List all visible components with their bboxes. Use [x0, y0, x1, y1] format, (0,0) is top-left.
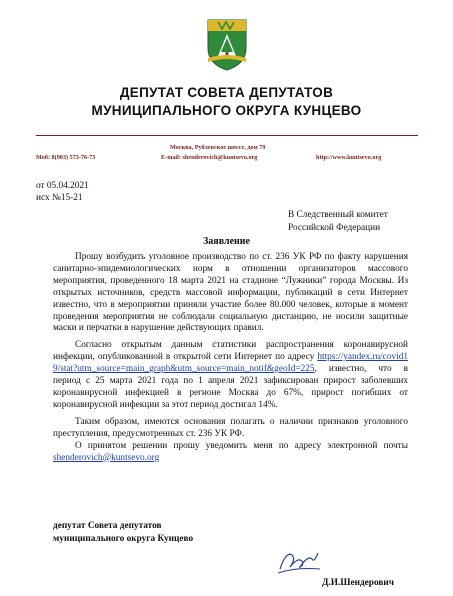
- letter-date: от 05.04.2021: [36, 181, 89, 191]
- covid-stats-link[interactable]: https://yandex.ru/covid19/stat?utm_source=main_graph&utm_source=main_notif&geoId=225: [53, 352, 408, 375]
- body-paragraph-4-text: О принятом решении прошу уведомить меня по адресу электронной почты: [75, 440, 408, 451]
- outgoing-number: исх №15-21: [36, 193, 83, 203]
- addressee-block: [288, 209, 388, 234]
- signatory-title: [53, 520, 193, 545]
- body-paragraph-2-continuation: , известно, что в период с 25 марта 2021 года по 1 апреля 2021 зафиксирован прирост заболевших коронавирусной инфекцией в регионе Москва до 67%, прирост погибших от коронавирусной инфекции за этот период достигал 14%.: [53, 364, 408, 410]
- letter-body: [53, 252, 408, 464]
- email-link[interactable]: shenderovich@kuntsevo.org: [53, 452, 160, 463]
- signatory-title-line1: депутат Совета депутатов: [53, 521, 162, 531]
- document-title: Заявление: [203, 236, 250, 247]
- header-title-line2: МУНИЦИПАЛЬНОГО ОКРУГА КУНЦЕВО: [91, 103, 362, 118]
- body-paragraph-4: [53, 441, 408, 465]
- header-divider: [36, 135, 418, 136]
- addressee-line2: Российской Федерации: [288, 222, 381, 233]
- body-paragraph-2: [53, 340, 408, 411]
- header-email: E-mail: shenderovich@kuntsevo.org: [161, 154, 258, 161]
- signatory-title-line2: муниципального округа Кунцево: [53, 533, 194, 544]
- coat-of-arms-emblem: [206, 18, 248, 72]
- handwritten-signature: [276, 543, 322, 577]
- header-phone: Моб: 8(903) 573-76-73: [36, 154, 96, 161]
- body-paragraph-3: Таким образом, имеются основания полагать о наличии признаков уголовного преступления, предусмотренных ст. 236 УК РФ.: [53, 416, 408, 439]
- signatory-name: Д.И.Шендерович: [322, 578, 395, 588]
- header-title-line1: ДЕПУТАТ СОВЕТА ДЕПУТАТОВ: [119, 85, 334, 100]
- body-paragraph-1: Прошу возбудить уголовное производство по ст. 236 УК РФ по факту нарушения санитарно-эпидемиологических норм в отношении организаторов массового мероприятия, проведенного 18 марта 2021 на стадионе “Лужники” города Москвы. Из открытых источников, средств массовой информации, публикаций в сети Интернет известно, что в мероприятии приняли участие более 80.000 человек, которые в момент проведения мероприятия не соблюдали социальную дистанцию, не носили защитные маски и перчатки в нарушение действующих правил.: [53, 252, 408, 334]
- body-paragraph-2-text: Согласно открытым данным статистики распространения коронавирусной инфекции, опубликованной в открытой сети Интернет по адресу: [53, 340, 408, 363]
- header-address: Москва, Рублевское шоссе, дом 79: [170, 144, 266, 151]
- addressee-line1: В Следственный комитет: [288, 210, 388, 220]
- header-website: http://www.kuntsevo.org: [316, 154, 382, 161]
